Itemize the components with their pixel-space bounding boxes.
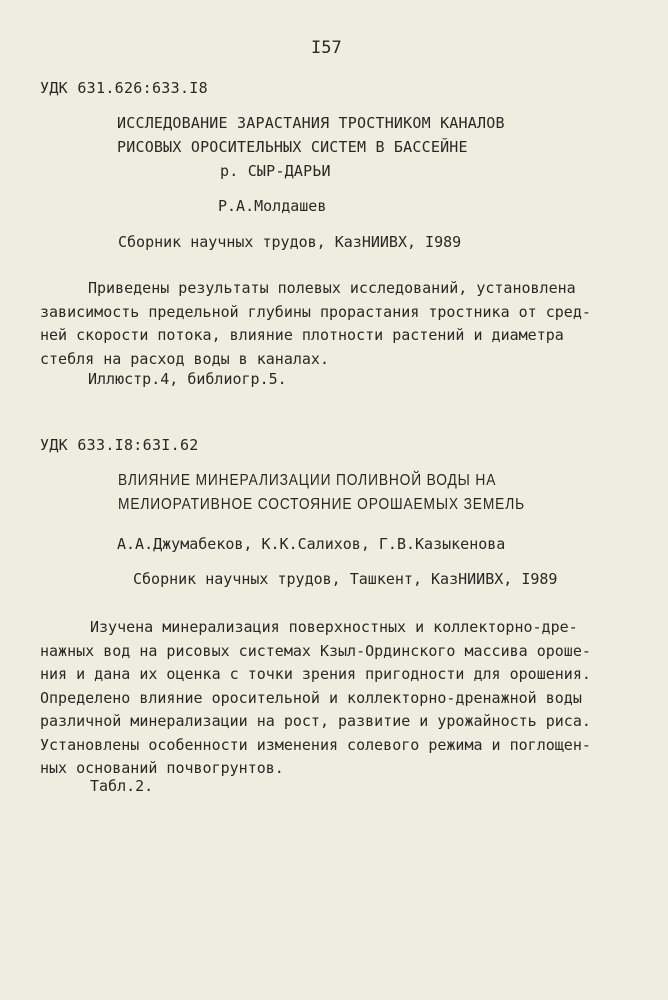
article-title <box>117 111 505 183</box>
article-note: Иллюстр.4, библиогр.5. <box>88 370 287 388</box>
abstract-line: ных оснований почвогрунтов. <box>40 759 284 777</box>
title-line: ИССЛЕДОВАНИЕ ЗАРАСТАНИЯ ТРОСТНИКОМ КАНАЛОВ <box>117 114 505 132</box>
title-line: РИСОВЫХ ОРОСИТЕЛЬНЫХ СИСТЕМ В БАССЕЙНЕ <box>117 138 468 156</box>
abstract-line: ния и дана их оценка с точки зрения пригодности для орошения. <box>40 665 591 683</box>
abstract-line: нажных вод на рисовых системах Кзыл-Ординского массива ороше- <box>40 641 591 660</box>
article-abstract <box>40 616 591 781</box>
title-line: р. СЫР-ДАРЬИ <box>220 162 331 180</box>
abstract-line: Изучена минерализация поверхностных и коллекторно-дре- <box>90 618 578 636</box>
article-abstract <box>40 277 591 371</box>
article-authors: А.А.Джумабеков, К.К.Салихов, Г.В.Казыкенова <box>117 535 506 553</box>
article-source: Сборник научных трудов, КазНИИВХ, I989 <box>118 233 462 251</box>
abstract-line: ней скорости потока, влияние плотности растений и диаметра <box>40 326 564 344</box>
page-number: I57 <box>311 38 342 58</box>
article-title <box>118 469 525 517</box>
article-authors: Р.А.Молдашев <box>218 197 327 215</box>
title-line: МЕЛИОРАТИВНОЕ СОСТОЯНИЕ ОРОШАЕМЫХ ЗЕМЕЛЬ <box>118 496 525 513</box>
title-line: ВЛИЯНИЕ МИНЕРАЛИЗАЦИИ ПОЛИВНОЙ ВОДЫ НА <box>118 472 497 489</box>
abstract-line: Установлены особенности изменения солевого режима и поглощен- <box>40 735 591 754</box>
article-note: Табл.2. <box>90 777 154 795</box>
udk-code: УДК 633.I8:63I.62 <box>40 436 199 454</box>
abstract-line: различной минерализации на рост, развитие и урожайность риса. <box>40 712 591 730</box>
abstract-line: стебля на расход воды в каналах. <box>40 349 329 368</box>
abstract-line: зависимость предельной глубины прорастания тростника от сред- <box>40 302 591 321</box>
abstract-line: Приведены результаты полевых исследований, установлена <box>88 279 576 297</box>
abstract-line: Определено влияние оросительной и коллекторно-дренажной воды <box>40 688 582 707</box>
udk-code: УДК 631.626:633.I8 <box>40 79 208 97</box>
article-source: Сборник научных трудов, Ташкент, КазНИИВХ, I989 <box>133 570 558 588</box>
